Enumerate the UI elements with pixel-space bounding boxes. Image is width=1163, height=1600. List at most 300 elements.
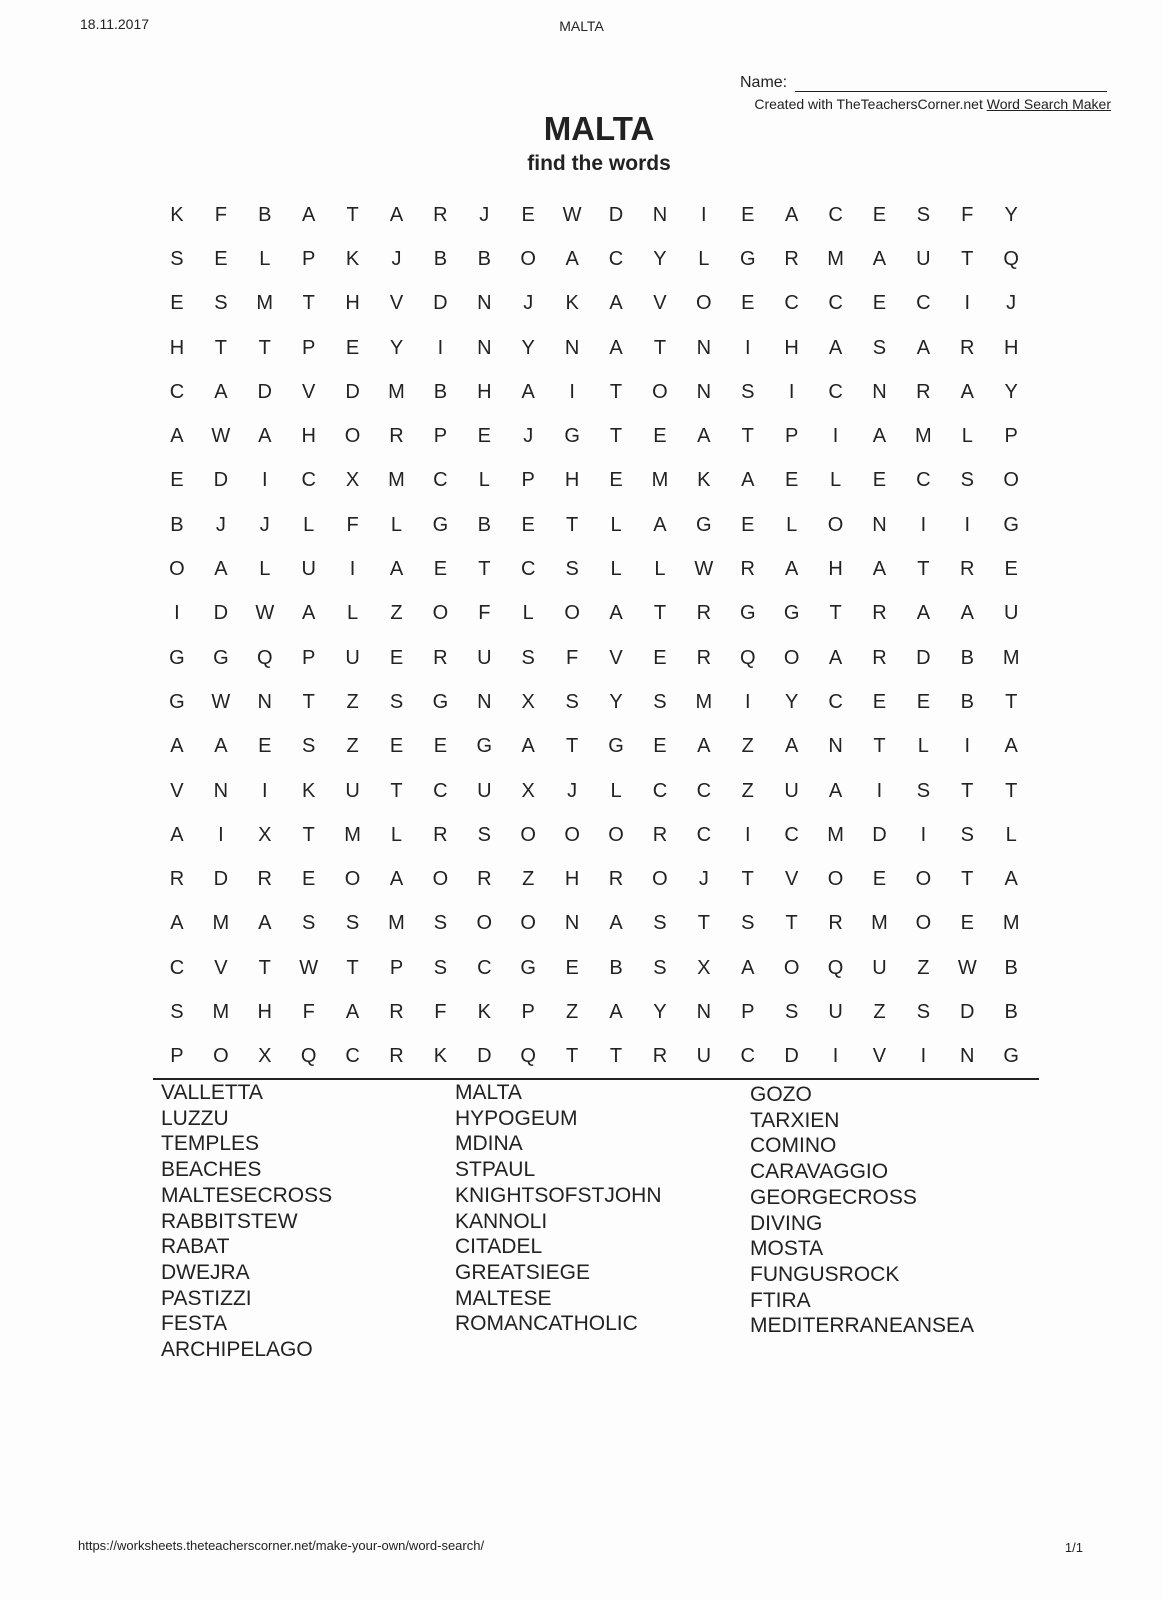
grid-letter: L [654, 558, 666, 581]
grid-letter: J [259, 513, 270, 536]
grid-letter: C [608, 247, 624, 270]
grid-letter: D [784, 1045, 799, 1068]
grid-letter: L [390, 513, 403, 536]
grid-letter: Y [609, 690, 623, 713]
grid-letter: B [609, 956, 623, 979]
grid-letter: Z [873, 1000, 886, 1023]
grid-letter: N [213, 779, 229, 802]
grid-letter: G [432, 690, 449, 713]
grid-letter: H [1003, 336, 1019, 359]
grid-letter: E [741, 292, 755, 315]
grid-letter: K [697, 469, 711, 492]
grid-letter: T [566, 735, 579, 758]
credit-link[interactable]: Word Search Maker [986, 96, 1111, 112]
grid-letter: G [564, 425, 580, 448]
grid-row [155, 547, 1033, 591]
grid-letter: O [564, 602, 580, 625]
grid-letter: C [916, 292, 931, 315]
grid-letter: E [784, 469, 799, 492]
grid-letter: E [389, 735, 404, 758]
grid-letter: Z [522, 868, 535, 891]
grid-letter: T [346, 203, 359, 226]
grid-letter: S [302, 912, 316, 935]
grid-letter: I [964, 513, 971, 536]
grid-letter: Z [566, 1000, 579, 1023]
grid-letter: A [258, 425, 272, 448]
grid-letter: Z [346, 735, 359, 758]
grid-row [155, 282, 1033, 326]
grid-letter: O [476, 912, 493, 935]
grid-letter: M [651, 469, 669, 492]
grid-letter: N [872, 513, 887, 536]
grid-letter: W [299, 956, 319, 979]
grid-letter: Z [741, 735, 754, 758]
grid-letter: E [872, 203, 887, 226]
grid-letter: C [301, 469, 316, 492]
grid-letter: A [170, 735, 184, 758]
grid-letter: M [212, 1000, 230, 1023]
grid-letter: R [608, 868, 624, 891]
grid-letter: B [960, 646, 974, 669]
grid-letter: U [345, 646, 360, 669]
grid-letter: L [610, 779, 622, 802]
word-list-item: DWEJRA [161, 1260, 250, 1284]
grid-letter: L [610, 558, 622, 581]
grid-letter: J [698, 868, 709, 891]
grid-letter: C [169, 380, 185, 403]
grid-letter: O [652, 380, 668, 403]
grid-letter: I [788, 380, 795, 403]
word-list-item: MOSTA [750, 1237, 824, 1261]
grid-letter: I [964, 292, 971, 315]
grid-letter: E [653, 425, 667, 448]
header-date: 18.11.2017 [80, 16, 150, 32]
grid-letter: N [696, 336, 712, 359]
footer-page-number: 1/1 [1064, 1540, 1083, 1555]
grid-row [155, 857, 1033, 901]
grid-letter: A [697, 735, 711, 758]
grid-letter: G [520, 956, 536, 979]
word-list-item: COMINO [750, 1134, 837, 1158]
grid-letter: E [653, 735, 667, 758]
grid-letter: O [564, 823, 580, 846]
grid-letter: A [872, 425, 887, 448]
grid-letter: V [302, 380, 316, 403]
grid-letter: L [522, 602, 534, 625]
grid-letter: M [212, 912, 230, 935]
grid-letter: U [1003, 602, 1019, 625]
grid-letter: R [784, 247, 799, 270]
grid-letter: R [169, 868, 185, 891]
grid-letter: I [349, 558, 356, 581]
grid-letter: S [916, 203, 931, 226]
word-list-item: LUZZU [161, 1106, 229, 1130]
grid-letter: O [1003, 469, 1019, 492]
grid-letter: A [960, 380, 974, 403]
grid-letter: F [214, 203, 227, 226]
grid-letter: K [433, 1045, 448, 1068]
grid-letter: E [653, 646, 667, 669]
grid-letter: S [565, 558, 579, 581]
word-list-item: FTIRA [750, 1288, 811, 1312]
grid-letter: A [916, 602, 931, 625]
grid-letter: E [872, 292, 887, 315]
grid-letter: E [521, 203, 535, 226]
grid-letter: A [170, 823, 184, 846]
grid-letter: T [653, 336, 667, 359]
grid-letter: T [478, 558, 491, 581]
grid-letter: L [961, 425, 973, 448]
grid-row [155, 769, 1033, 813]
grid-letter: A [170, 912, 184, 935]
grid-letter: V [214, 956, 228, 979]
grid-letter: E [565, 956, 579, 979]
grid-letter: C [696, 779, 712, 802]
grid-letter: I [261, 469, 268, 492]
grid-letter: L [786, 513, 798, 536]
header-doc-title: MALTA [559, 18, 604, 34]
grid-letter: O [520, 912, 536, 935]
grid-letter: O [783, 956, 800, 979]
grid-row [155, 636, 1033, 680]
grid-letter: R [433, 203, 448, 226]
grid-letter: X [345, 469, 360, 492]
grid-letter: C [828, 690, 843, 713]
grid-letter: U [828, 1000, 843, 1023]
grid-letter: E [345, 336, 360, 359]
grid-letter: J [479, 203, 490, 226]
grid-letter: R [828, 912, 843, 935]
grid-letter: G [1003, 1045, 1019, 1068]
grid-row [155, 459, 1033, 503]
grid-letter: A [521, 735, 535, 758]
grid-letter: C [345, 1045, 360, 1068]
grid-letter: V [389, 292, 404, 315]
grid-letter: M [388, 912, 405, 935]
grid-letter: O [344, 868, 361, 891]
grid-letter: A [784, 203, 799, 226]
grid-letter: E [258, 735, 272, 758]
grid-letter: U [696, 1045, 712, 1068]
grid-letter: G [169, 646, 185, 669]
grid-letter: I [744, 336, 751, 359]
grid-letter: O [432, 602, 449, 625]
grid-letter: T [961, 868, 974, 891]
grid-letter: G [169, 690, 185, 713]
grid-letter: B [433, 380, 448, 403]
grid-letter: K [565, 292, 579, 315]
word-list-item: ARCHIPELAGO [161, 1338, 313, 1362]
grid-letter: S [916, 1000, 931, 1023]
grid-letter: O [344, 425, 361, 448]
grid-letter: N [828, 735, 843, 758]
grid-letter: T [873, 735, 886, 758]
grid-letter: H [301, 425, 316, 448]
grid-letter: R [477, 868, 492, 891]
grid-letter: F [478, 602, 491, 625]
grid-letter: H [257, 1000, 272, 1023]
grid-letter: W [957, 956, 977, 979]
grid-letter: J [1006, 292, 1017, 315]
grid-letter: M [388, 380, 405, 403]
grid-letter: Q [1003, 247, 1019, 270]
grid-letter: G [213, 646, 229, 669]
grid-letter: A [214, 380, 228, 403]
name-label: Name: [740, 74, 788, 91]
grid-letter: C [740, 1045, 755, 1068]
grid-letter: G [739, 247, 756, 270]
grid-letter: A [170, 425, 184, 448]
grid-letter: H [784, 336, 799, 359]
name-row [740, 73, 1107, 92]
grid-letter: O [827, 868, 844, 891]
grid-letter: T [346, 956, 359, 979]
grid-letter: E [960, 912, 974, 935]
grid-letter: D [213, 868, 229, 891]
grid-letter: R [872, 602, 887, 625]
grid-letter: N [477, 690, 492, 713]
grid-letter: E [872, 690, 887, 713]
grid-letter: L [347, 602, 359, 625]
grid-row [155, 990, 1033, 1034]
grid-letter: N [652, 203, 668, 226]
grid-letter: U [345, 779, 360, 802]
grid-letter: D [916, 646, 931, 669]
word-list-item: TARXIEN [750, 1108, 840, 1132]
grid-letter: A [653, 513, 667, 536]
grid-letter: E [477, 425, 491, 448]
grid-row [155, 370, 1033, 414]
grid-letter: E [1004, 558, 1018, 581]
grid-letter: R [433, 646, 448, 669]
grid-letter: C [784, 823, 799, 846]
grid-letter: G [432, 513, 449, 536]
grid-letter: C [916, 469, 931, 492]
grid-row [155, 1035, 1033, 1079]
grid-row [155, 592, 1033, 636]
grid-letter: L [478, 469, 490, 492]
grid-letter: L [390, 823, 403, 846]
word-list-column-1 [161, 1080, 332, 1363]
grid-letter: S [389, 690, 404, 713]
word-list-item: GREATSIEGE [455, 1260, 590, 1284]
grid-letter: O [652, 868, 668, 891]
grid-letter: I [701, 203, 707, 226]
grid-letter: M [827, 247, 844, 270]
grid-letter: R [389, 425, 404, 448]
grid-letter: C [652, 779, 668, 802]
grid-letter: I [261, 779, 268, 802]
grid-letter: H [345, 292, 360, 315]
grid-letter: L [829, 469, 842, 492]
grid-letter: R [433, 823, 448, 846]
grid-letter: U [872, 956, 887, 979]
grid-letter: M [1002, 912, 1020, 935]
grid-letter: S [916, 779, 931, 802]
grid-letter: L [259, 558, 271, 581]
grid-letter: B [258, 203, 272, 226]
grid-letter: M [344, 823, 361, 846]
grid-letter: O [915, 912, 932, 935]
grid-letter: N [564, 336, 580, 359]
grid-letter: R [696, 602, 712, 625]
grid-letter: D [608, 203, 624, 226]
grid-letter: E [741, 513, 755, 536]
grid-letter: E [741, 203, 755, 226]
grid-letter: I [218, 823, 224, 846]
grid-letter: C [828, 380, 843, 403]
grid-letter: I [920, 1045, 927, 1068]
grid-letter: M [388, 469, 405, 492]
grid-letter: T [302, 690, 315, 713]
grid-letter: M [256, 292, 274, 315]
grid-letter: A [609, 602, 623, 625]
grid-letter: A [302, 203, 316, 226]
grid-letter: R [960, 558, 975, 581]
grid-letter: S [741, 912, 755, 935]
grid-letter: B [170, 513, 184, 536]
grid-letter: S [214, 292, 228, 315]
grid-letter: Y [389, 336, 404, 359]
grid-letter: C [433, 779, 448, 802]
grid-letter: T [609, 380, 623, 403]
grid-letter: P [1004, 425, 1018, 448]
grid-letter: G [608, 735, 624, 758]
grid-letter: Y [653, 247, 667, 270]
grid-letter: C [828, 292, 843, 315]
grid-letter: S [477, 823, 491, 846]
grid-letter: A [609, 912, 623, 935]
grid-letter: O [783, 646, 800, 669]
grid-letter: F [566, 646, 579, 669]
grid-letter: R [916, 380, 931, 403]
grid-letter: E [389, 646, 404, 669]
grid-letter: A [828, 646, 843, 669]
word-list-item: FUNGUSROCK [750, 1262, 900, 1286]
word-list-item: GEORGECROSS [750, 1185, 917, 1209]
grid-letter: D [213, 602, 229, 625]
grid-letter: D [960, 1000, 975, 1023]
grid-row [155, 725, 1033, 769]
grid-letter: S [521, 646, 535, 669]
grid-letter: Z [346, 690, 359, 713]
grid-letter: W [211, 690, 231, 713]
grid-letter: J [391, 247, 402, 270]
word-list-item: HYPOGEUM [455, 1106, 578, 1130]
grid-letter: S [960, 823, 974, 846]
grid-letter: A [872, 247, 887, 270]
word-list-item: MDINA [455, 1132, 523, 1156]
grid-letter: E [916, 690, 931, 713]
grid-letter: T [258, 336, 271, 359]
grid-letter: F [961, 203, 974, 226]
grid-letter: A [389, 868, 404, 891]
word-list-item: KANNOLI [455, 1209, 548, 1233]
grid-letter: A [741, 956, 755, 979]
grid-letter: A [389, 203, 404, 226]
grid-letter: X [258, 823, 272, 846]
grid-letter: Q [827, 956, 844, 979]
grid-letter: A [872, 558, 887, 581]
grid-letter: M [1002, 646, 1020, 669]
grid-letter: Q [739, 646, 756, 669]
grid-letter: P [389, 956, 404, 979]
grid-row [155, 414, 1033, 458]
grid-letter: A [697, 425, 711, 448]
grid-letter: P [521, 469, 535, 492]
grid-row [155, 902, 1033, 946]
grid-letter: P [784, 425, 799, 448]
grid-letter: I [744, 690, 751, 713]
word-list-item: DIVING [750, 1211, 823, 1235]
word-list-item: MALTA [455, 1081, 522, 1104]
grid-letter: C [477, 956, 492, 979]
grid-letter: Y [653, 1000, 667, 1023]
grid-letter: J [215, 513, 226, 536]
grid-letter: C [169, 956, 185, 979]
grid-letter: A [1004, 868, 1018, 891]
grid-letter: W [211, 425, 231, 448]
grid-letter: O [608, 823, 624, 846]
grid-letter: B [960, 690, 974, 713]
grid-row [155, 813, 1033, 857]
grid-letter: I [876, 779, 883, 802]
grid-letter: T [1005, 779, 1018, 802]
grid-letter: O [827, 513, 844, 536]
grid-letter: T [961, 247, 974, 270]
credit-prefix: Created with TheTeachersCorner.net [754, 96, 983, 112]
word-list-item: BEACHES [161, 1158, 262, 1182]
word-list-item: STPAUL [455, 1158, 536, 1182]
grid-row [155, 503, 1033, 547]
grid-letter: X [258, 1045, 272, 1068]
grid-letter: F [302, 1000, 315, 1023]
grid-letter: H [828, 558, 843, 581]
grid-letter: S [433, 956, 448, 979]
grid-letter: A [521, 380, 535, 403]
grid-letter: R [960, 336, 975, 359]
grid-letter: A [609, 1000, 623, 1023]
grid-letter: I [964, 735, 971, 758]
grid-letter: S [302, 735, 316, 758]
grid-letter: O [520, 247, 536, 270]
grid-letter: M [915, 425, 932, 448]
grid-letter: A [214, 735, 228, 758]
grid-letter: U [916, 247, 931, 270]
grid-row [155, 946, 1033, 990]
grid-letter: Z [741, 779, 754, 802]
grid-letter: X [521, 690, 535, 713]
word-list-item: ROMANCATHOLIC [455, 1312, 638, 1336]
grid-letter: U [477, 779, 492, 802]
grid-letter: A [258, 912, 272, 935]
grid-row [155, 237, 1033, 281]
word-list-item: VALLETTA [161, 1081, 263, 1104]
grid-letter: G [1003, 513, 1019, 536]
grid-letter: V [784, 868, 799, 891]
word-list-item: PASTIZZI [161, 1286, 252, 1310]
grid-letter: Y [521, 336, 535, 359]
grid-row [155, 326, 1033, 370]
word-list-item: KNIGHTSOFSTJOHN [455, 1183, 662, 1207]
grid-letter: K [477, 1000, 491, 1023]
word-list-item: RABAT [161, 1235, 230, 1259]
grid-letter: I [437, 336, 444, 359]
grid-letter: A [960, 602, 974, 625]
grid-letter: G [476, 735, 493, 758]
grid-letter: T [566, 513, 579, 536]
grid-letter: T [1005, 690, 1018, 713]
